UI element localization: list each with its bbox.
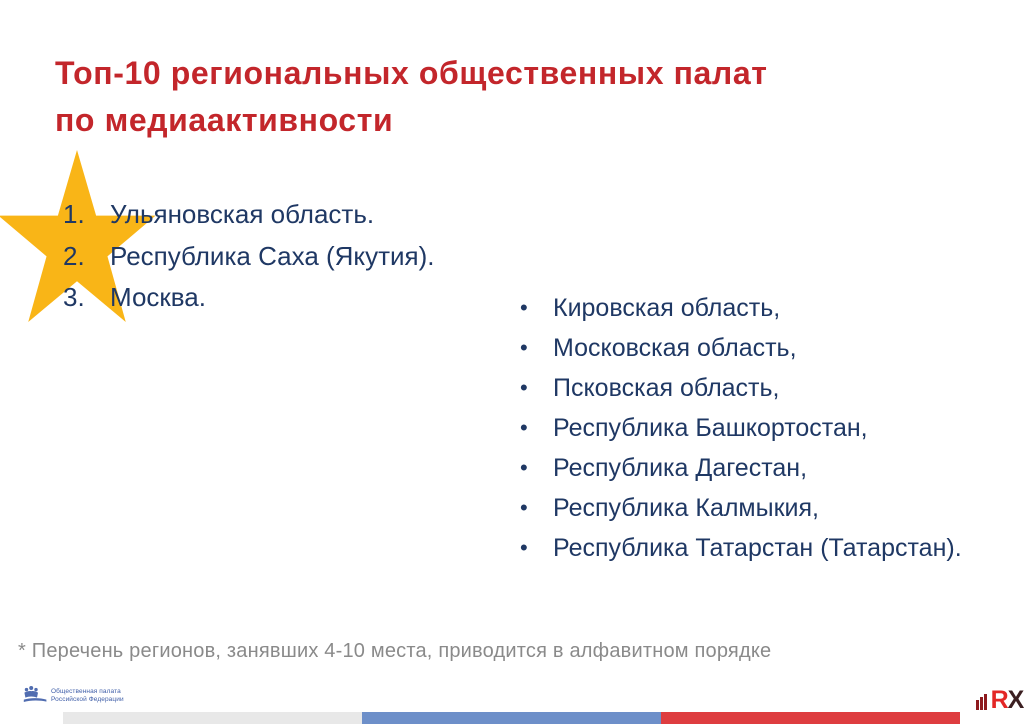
bullet-icon: • (520, 375, 528, 400)
rx-letter-r: R (990, 686, 1008, 714)
list-item (520, 288, 962, 328)
bullet-icon: • (520, 295, 528, 320)
list-item (520, 528, 962, 568)
bullet-icon: • (520, 495, 528, 520)
bullet-icon: • (520, 415, 528, 440)
list-item (520, 328, 962, 368)
list-item-text: Республика Дагестан, (553, 453, 808, 482)
list-item-text: Кировская область, (553, 293, 781, 322)
footnote: * Перечень регионов, занявших 4-10 места, приводится в алфавитном порядке (18, 640, 772, 662)
list-item-text: Республика Калмыкия, (553, 493, 819, 522)
rx-bars-icon (976, 694, 989, 713)
strip-gray-segment (63, 712, 362, 724)
rx-logo-letters (991, 688, 1024, 713)
list-item (520, 408, 962, 448)
list-item-number: 3. (63, 282, 85, 313)
list-item-text: Ульяновская область. (110, 199, 375, 230)
list-item (520, 448, 962, 488)
org-logo (22, 685, 124, 706)
list-item-text: Республика Татарстан (Татарстан). (553, 533, 962, 562)
bullet-icon: • (520, 535, 528, 560)
top3-numbered-list (63, 194, 435, 319)
list-item-text: Псковская область, (553, 373, 780, 402)
footer-flag-strip (63, 712, 960, 724)
rx-letter-x: X (1007, 686, 1024, 714)
list-item-text: Московская область, (553, 333, 797, 362)
strip-red-segment (661, 712, 960, 724)
other-regions-bullet-list (520, 288, 962, 568)
org-logo-line-2: Российской Федерации (51, 695, 124, 703)
list-item-number: 1. (63, 199, 85, 230)
list-item (63, 236, 435, 278)
slide-title-line-2: по медиаактивности (55, 102, 394, 138)
list-item (63, 194, 435, 236)
org-emblem-icon (22, 685, 48, 706)
list-item (520, 368, 962, 408)
list-item-text: Москва. (110, 282, 206, 313)
strip-blue-segment (362, 712, 661, 724)
slide-title (55, 50, 955, 144)
bullet-icon: • (520, 335, 528, 360)
list-item (63, 277, 435, 319)
list-item-number: 2. (63, 240, 85, 271)
rx-logo (976, 688, 1024, 713)
list-item-text: Республика Саха (Якутия). (110, 240, 435, 271)
org-logo-text (51, 688, 124, 704)
list-item (520, 488, 962, 528)
slide-title-line-1: Топ-10 региональных общественных палат (55, 55, 768, 91)
bullet-icon: • (520, 455, 528, 480)
org-logo-line-1: Общественная палата (51, 687, 121, 695)
list-item-text: Республика Башкортостан, (553, 413, 868, 442)
